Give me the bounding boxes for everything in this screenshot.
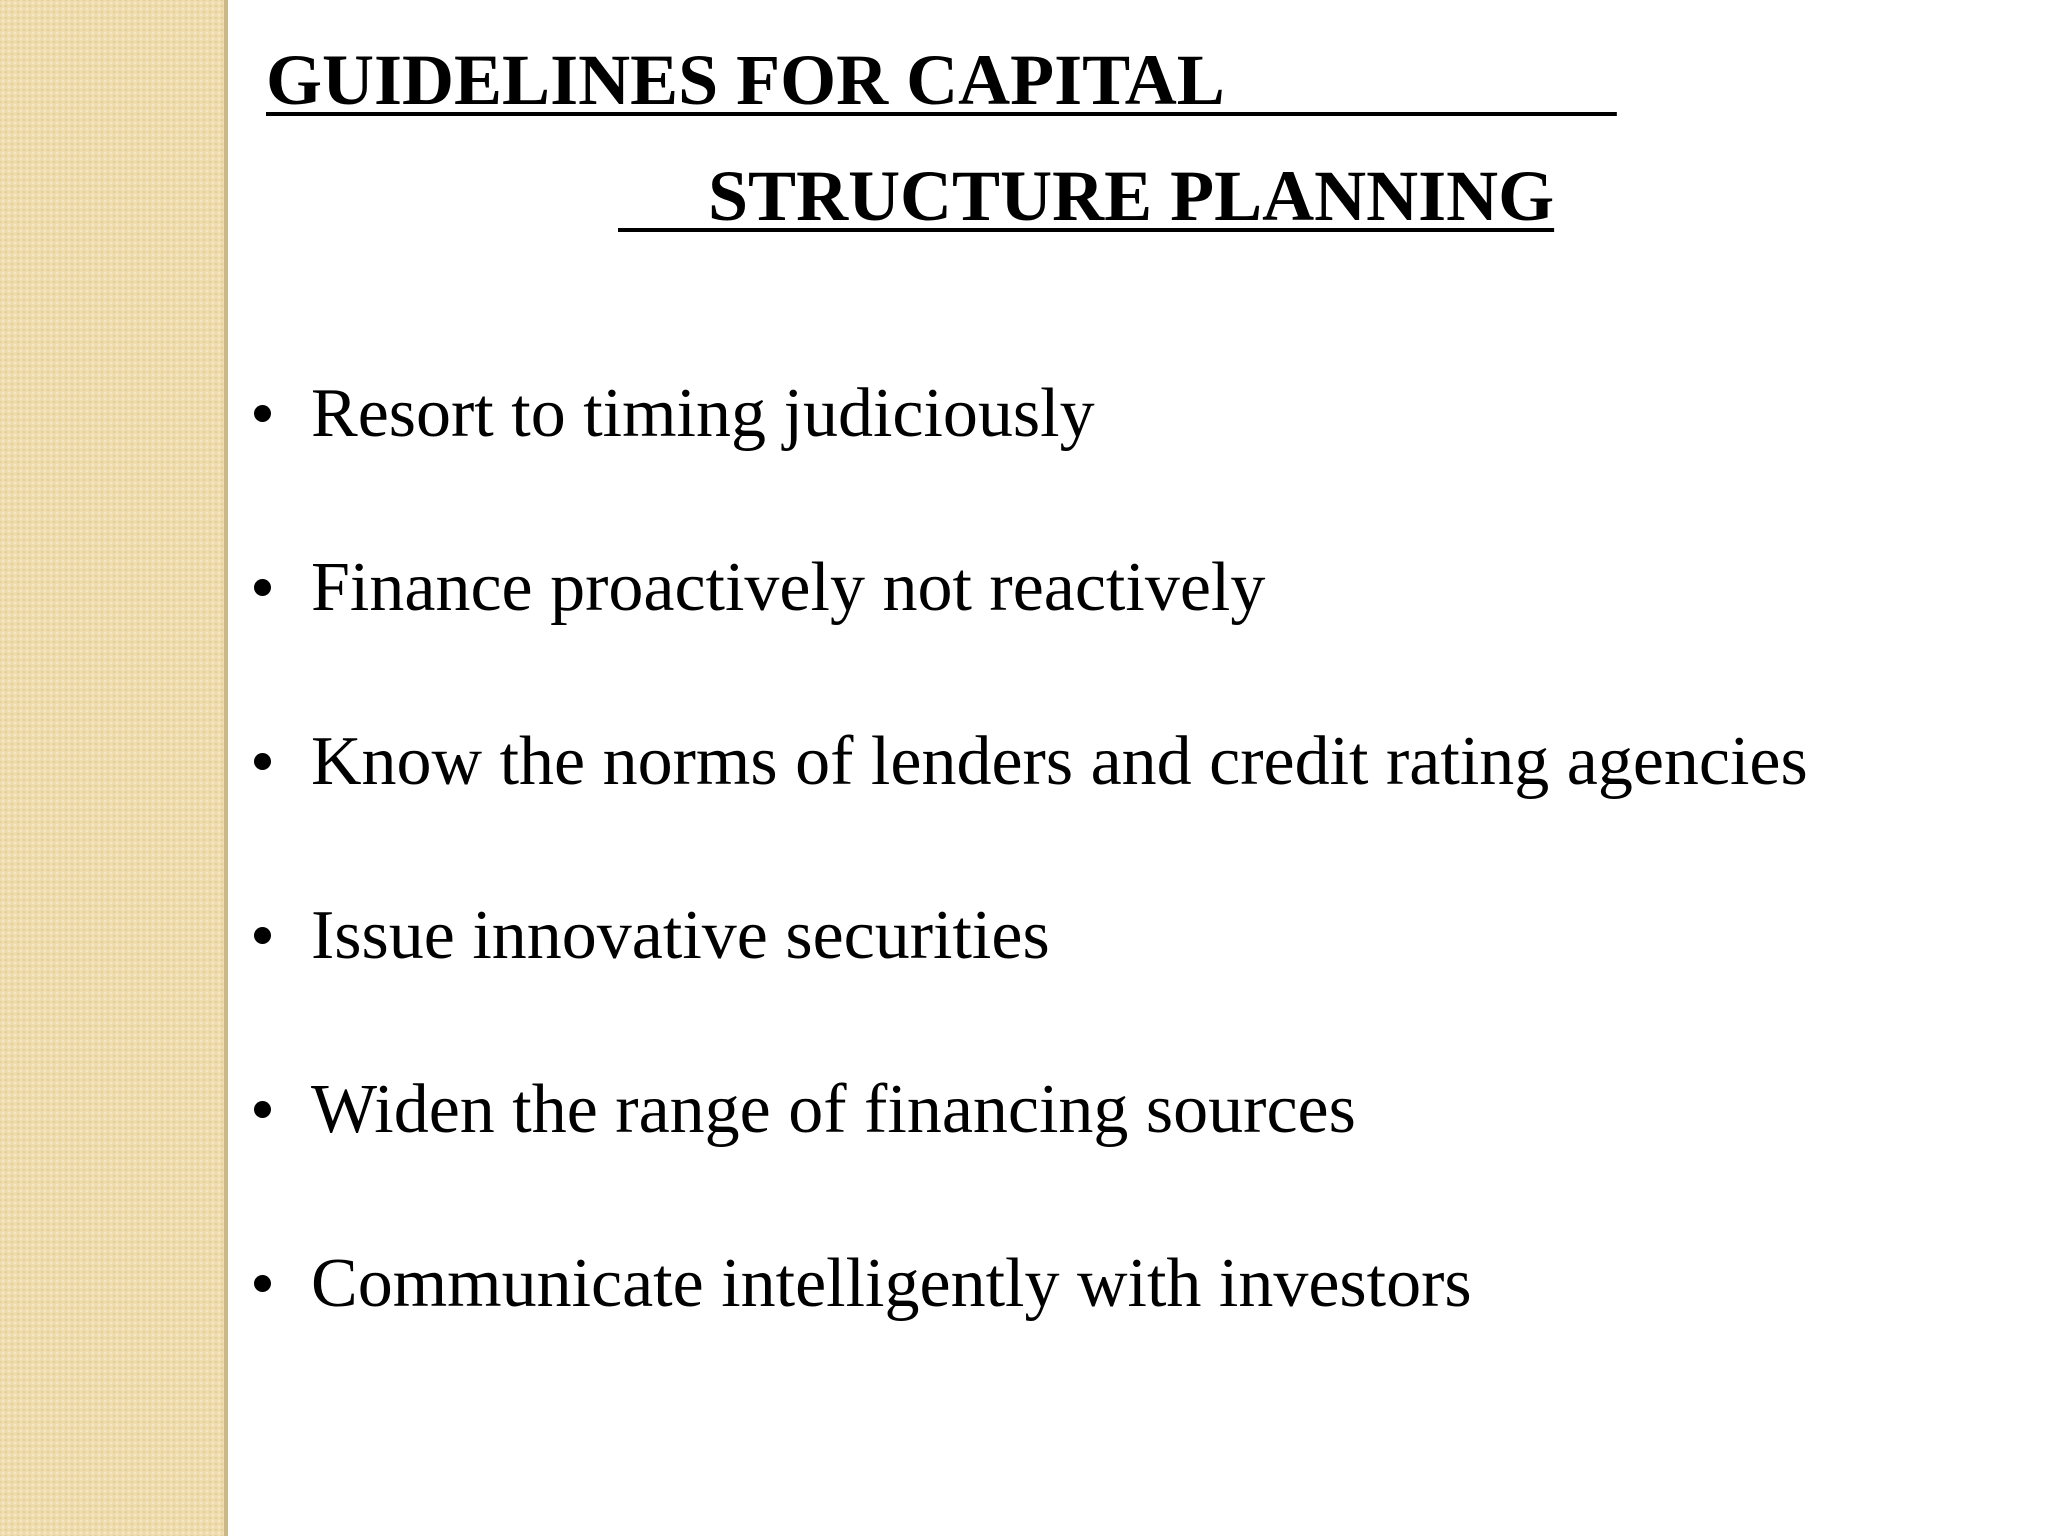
bullet-text: Widen the range of financing sources [311,1071,1356,1148]
bullet-item [254,718,1808,892]
bullet-item [254,544,1808,718]
bullet-item [254,892,1808,1066]
bullet-text: Know the norms of lenders and credit rating agencies [311,723,1808,800]
decorative-side-band [0,0,224,1536]
bullet-dot-icon [254,753,271,770]
bullet-item [254,370,1808,544]
bullet-dot-icon [254,405,271,422]
bullet-item [254,1240,1808,1414]
bullet-text: Finance proactively not reactively [311,549,1266,626]
slide-title [266,36,2026,246]
bullet-list [254,370,1808,1414]
bullet-dot-icon [254,579,271,596]
title-line-1: GUIDELINES FOR CAPITAL [266,40,1617,120]
bullet-text: Communicate intelligently with investors [311,1245,1472,1322]
bullet-text: Resort to timing judiciously [311,375,1095,452]
bullet-item [254,1066,1808,1240]
bullet-dot-icon [254,1275,271,1292]
bullet-dot-icon [254,927,271,944]
bullet-dot-icon [254,1101,271,1118]
title-line-2: STRUCTURE PLANNING [618,156,1555,236]
bullet-text: Issue innovative securities [311,897,1050,974]
side-band-edge [224,0,228,1536]
